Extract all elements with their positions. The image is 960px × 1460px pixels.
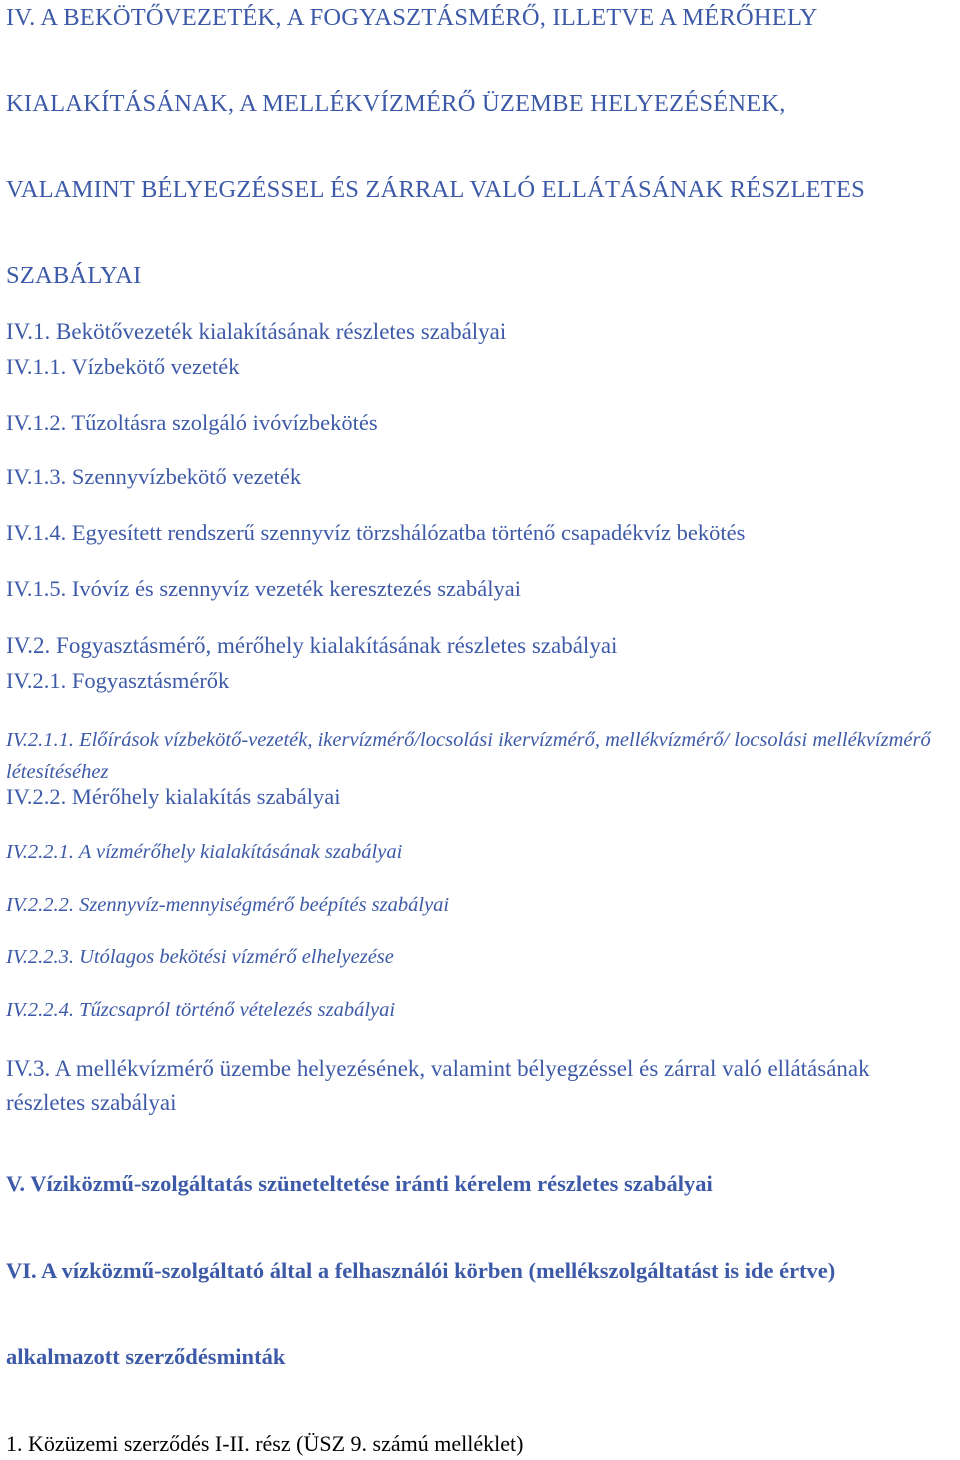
- toc-entry-iv1-5[interactable]: IV.1.5. Ivóvíz és szennyvíz vezeték keresztezés szabályai: [6, 576, 521, 601]
- toc-entry-iv1-4[interactable]: IV.1.4. Egyesített rendszerű szennyvíz törzshálózatba történő csapadékvíz bekötés: [6, 520, 746, 545]
- toc-entry-iv1[interactable]: IV.1. Bekötővezeték kialakításának részletes szabályai: [6, 319, 507, 344]
- toc-entry-iv1-3[interactable]: IV.1.3. Szennyvízbekötő vezeték: [6, 464, 302, 489]
- toc-entry-iv1-1[interactable]: IV.1.1. Vízbekötő vezeték: [6, 354, 240, 379]
- chapter-title-line-4: SZABÁLYAI: [6, 262, 142, 289]
- chapter-title-line-2: KIALAKÍTÁSÁNAK, A MELLÉKVÍZMÉRŐ ÜZEMBE HELYEZÉSÉNEK,: [6, 90, 786, 117]
- chapter-title-line-1: IV. A BEKÖTŐVEZETÉK, A FOGYASZTÁSMÉRŐ, ILLETVE A MÉRŐHELY: [6, 4, 818, 31]
- toc-entry-iv2-2-2[interactable]: IV.2.2.2. Szennyvíz-mennyiségmérő beépítés szabályai: [6, 894, 450, 916]
- toc-entry-vi-line-2[interactable]: alkalmazott szerződésminták: [6, 1344, 286, 1369]
- toc-entry-iv1-2[interactable]: IV.1.2. Tűzoltásra szolgáló ivóvízbekötés: [6, 410, 378, 435]
- toc-entry-iv2-1[interactable]: IV.2.1. Fogyasztásmérők: [6, 668, 230, 693]
- toc-entry-iv2-1-1[interactable]: IV.2.1.1. Előírások vízbekötő-vezeték, ikervízmérő/locsolási ikervízmérő, mellékvízmérő/ locsolási mellékvízmérő létesítéséhez: [6, 729, 931, 783]
- chapter-title-line-3: VALAMINT BÉLYEGZÉSSEL ÉS ZÁRRAL VALÓ ELLÁTÁSÁNAK RÉSZLETES: [6, 176, 865, 203]
- toc-entry-vi-line-1[interactable]: VI. A vízközmű-szolgáltató által a felhasználói körben (mellékszolgáltatást is ide értve): [6, 1258, 836, 1283]
- toc-entry-v[interactable]: V. Víziközmű-szolgáltatás szüneteltetése iránti kérelem részletes szabályai: [6, 1171, 713, 1196]
- toc-entry-iv3[interactable]: IV.3. A mellékvízmérő üzembe helyezésének, valamint bélyegzéssel és zárral való ellátásának részletes szabályai: [6, 1056, 870, 1115]
- toc-entry-iv2-2-4[interactable]: IV.2.2.4. Tűzcsapról történő vételezés szabályai: [6, 999, 396, 1021]
- toc-entry-iv2-2-3[interactable]: IV.2.2.3. Utólagos bekötési vízmérő elhelyezése: [6, 946, 394, 968]
- toc-entry-iv2-2-1[interactable]: IV.2.2.1. A vízmérőhely kialakításának szabályai: [6, 841, 403, 863]
- toc-entry-iv2-2[interactable]: IV.2.2. Mérőhely kialakítás szabályai: [6, 784, 341, 809]
- contract-item-1: 1. Közüzemi szerződés I-II. rész (ÜSZ 9. számú melléklet): [6, 1431, 524, 1456]
- toc-entry-iv2[interactable]: IV.2. Fogyasztásmérő, mérőhely kialakításának részletes szabályai: [6, 633, 618, 658]
